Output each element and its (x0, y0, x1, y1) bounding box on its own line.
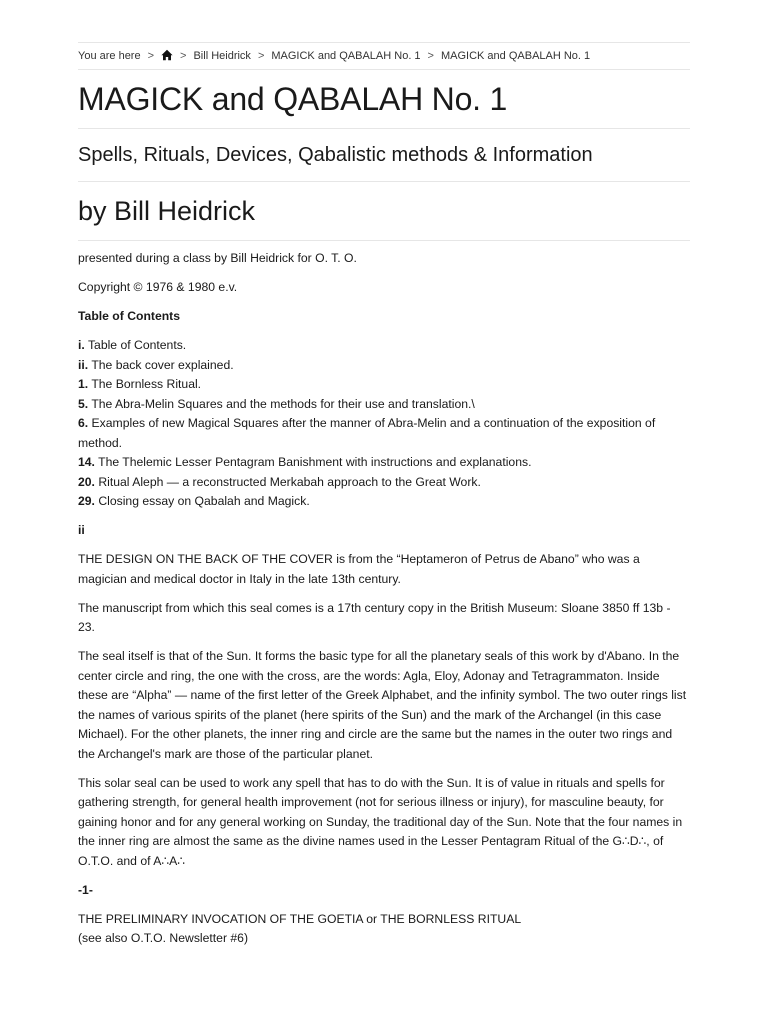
body-paragraph: THE DESIGN ON THE BACK OF THE COVER is from the “Heptameron of Petrus de Abano” who was a magician and medical doctor in Italy in the late 13th century. (78, 552, 640, 586)
top-spacer (78, 0, 690, 42)
body-paragraph: The manuscript from which this seal comes is a 17th century copy in the British Museum: Sloane 3850 ff 13b - 23. (78, 600, 671, 634)
article-body (78, 241, 690, 949)
breadcrumb-link-author[interactable]: Bill Heidrick (193, 50, 251, 62)
copyright-note: Copyright © 1976 & 1980 e.v. (78, 280, 238, 294)
toc-item-number: 29. (78, 494, 95, 508)
toc-item-text: The Thelemic Lesser Pentagram Banishment with instructions and explanations. (94, 455, 532, 469)
toc-item-text: The Bornless Ritual. (88, 377, 202, 391)
body-paragraph: The seal itself is that of the Sun. It forms the basic type for all the planetary seals of this work by d'Abano. In the center circle and ring, the one with the cross, are the words: Agla, Eloy, Adonay and Tetragrammaton. Inside these are “Alpha” — name of the first letter of the Greek Alphabet, and the infinity symbol. The two outer rings list the names of various spirits of the planet (here spirits of the Sun) and the mark of the Archangel (in this case Michael). For the other planets, the inner ring and circle are the same but the names in the outer two rings and the Archangel's mark are those of the particular planet. (78, 649, 687, 761)
breadcrumb-current: MAGICK and QABALAH No. 1 (440, 50, 591, 62)
toc-item-text: Examples of new Magical Squares after the manner of Abra-Melin and a continuation of the exposition of method. (78, 416, 656, 450)
toc-item-number: i. (78, 338, 85, 352)
page-title: MAGICK and QABALAH No. 1 (78, 81, 508, 117)
page (78, 0, 690, 949)
toc-item-number: 6. (78, 416, 89, 430)
presented-note: presented during a class by Bill Heidrick for O. T. O. (78, 251, 357, 265)
toc-item-text: Ritual Aleph — a reconstructed Merkabah approach to the Great Work. (94, 474, 481, 489)
toc-item-text: The back cover explained. (88, 357, 234, 372)
section-marker-1-text: -1- (78, 882, 93, 897)
section-marker-ii (78, 521, 690, 541)
toc-item (78, 338, 186, 352)
toc-item (78, 377, 201, 391)
breadcrumb-separator: > (147, 50, 155, 62)
breadcrumb-prefix: You are here (78, 50, 141, 62)
page-byline: by Bill Heidrick (78, 196, 256, 226)
toc-heading (78, 307, 690, 327)
toc-item-number: ii. (78, 357, 89, 372)
home-link[interactable] (161, 49, 173, 63)
toc-item-text: Table of Contents. (84, 338, 187, 352)
toc-item (78, 494, 310, 508)
toc-item-number: 1. (78, 377, 89, 391)
toc-list (78, 336, 690, 512)
toc-item-number: 14. (78, 455, 95, 469)
breadcrumb (78, 43, 690, 69)
toc-item-text: Closing essay on Qabalah and Magick. (94, 494, 310, 508)
body-paragraph: This solar seal can be used to work any spell that has to do with the Sun. It is of value in rituals and spells for gathering strength, for general health improvement (not for serious illness or injury), for masculine beauty, for gaining honor and for any general working on Sunday, the traditional day of the Sun. Note that the four names in the inner ring are almost the same as the divine names used in the Lesser Pentagram Ritual of the G∴D∴, of O.T.O. and of A∴A∴ (78, 775, 683, 868)
section-1-note: (see also O.T.O. Newsletter #6) (78, 931, 249, 945)
section-marker-ii-text: ii (78, 523, 85, 537)
section-1-heading (78, 910, 690, 949)
toc-item-text: The Abra-Melin Squares and the methods for their use and translation.\ (88, 396, 475, 411)
breadcrumb-separator: > (180, 50, 187, 62)
toc-item (78, 475, 481, 489)
toc-item (78, 455, 531, 469)
breadcrumb-separator: > (257, 50, 265, 62)
toc-item (78, 358, 234, 372)
home-icon (161, 49, 173, 61)
toc-heading-text: Table of Contents (78, 309, 181, 323)
section-1-title: THE PRELIMINARY INVOCATION OF THE GOETIA or THE BORNLESS RITUAL (78, 911, 522, 926)
toc-item-number: 5. (78, 396, 89, 411)
section-marker-1 (78, 881, 690, 901)
page-subtitle: Spells, Rituals, Devices, Qabalistic methods & Information (78, 144, 593, 166)
breadcrumb-separator: > (427, 50, 434, 62)
toc-item (78, 416, 655, 450)
toc-item (78, 397, 475, 411)
breadcrumb-link-book[interactable]: MAGICK and QABALAH No. 1 (271, 50, 421, 62)
toc-item-number: 20. (78, 474, 95, 489)
